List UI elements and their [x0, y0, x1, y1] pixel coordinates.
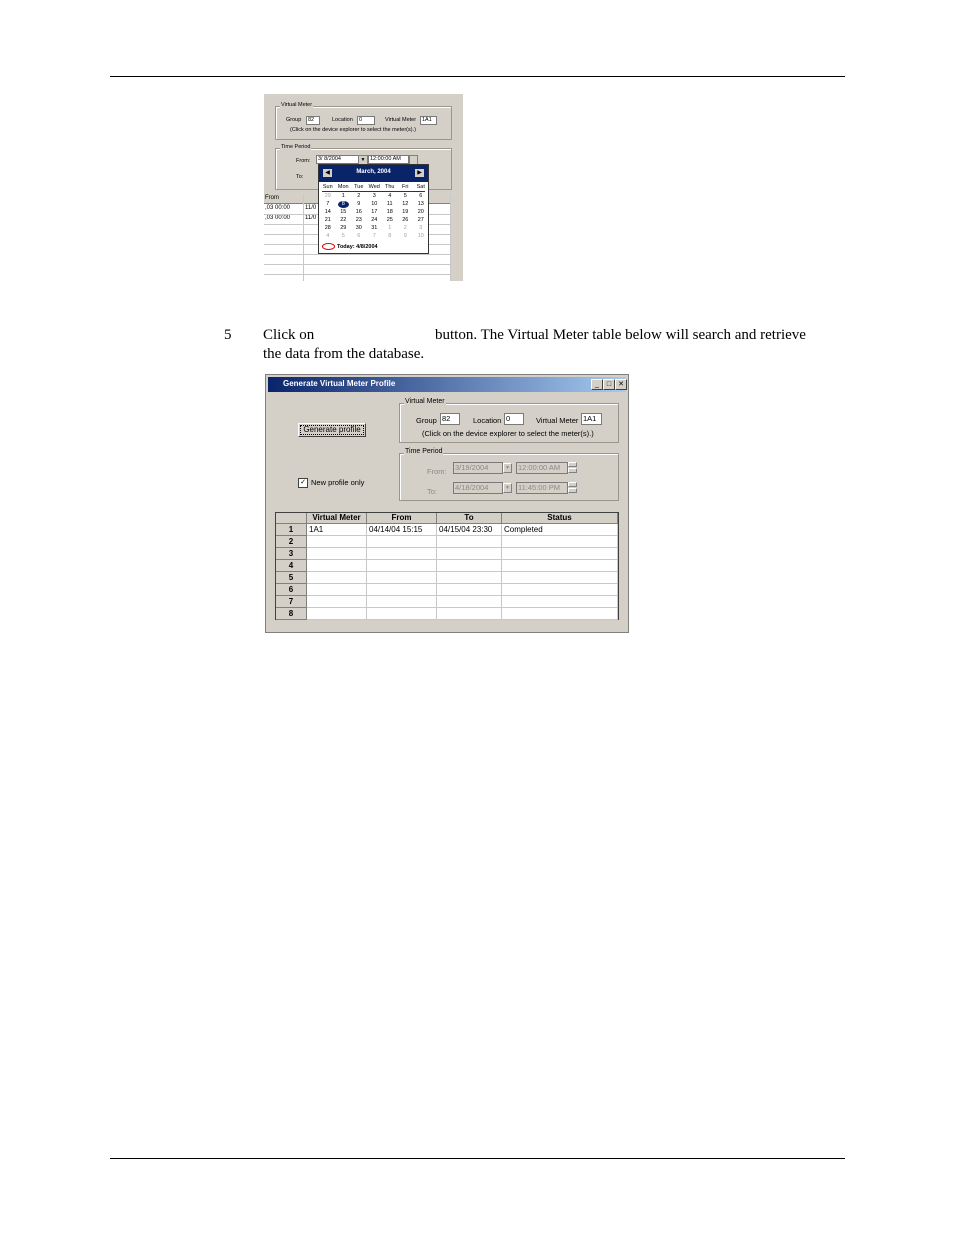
- table-row-header[interactable]: 7: [276, 596, 307, 608]
- table-cell[interactable]: [502, 572, 618, 584]
- calendar-day[interactable]: 1: [388, 225, 392, 231]
- calendar-day[interactable]: 25: [386, 217, 393, 223]
- table-cell[interactable]: [437, 548, 502, 560]
- calendar-day[interactable]: 10: [371, 201, 378, 207]
- from-date-field[interactable]: 3/ 8/2004: [316, 155, 359, 164]
- table-cell[interactable]: [307, 560, 367, 572]
- table-cell[interactable]: [367, 596, 437, 608]
- calendar-day[interactable]: 8: [388, 233, 392, 239]
- from-time-field[interactable]: 12:00:00 AM: [368, 155, 409, 164]
- grid-cell: 11/0: [305, 205, 317, 211]
- hint-text: (Click on the device explorer to select the meter(s).): [290, 127, 416, 133]
- table-row-header[interactable]: 8: [276, 608, 307, 620]
- calendar-day[interactable]: 4: [388, 193, 392, 199]
- calendar-day[interactable]: 22: [340, 217, 347, 223]
- from-label: From:: [427, 467, 447, 476]
- table-corner: [276, 513, 307, 524]
- calendar-today[interactable]: [322, 243, 378, 250]
- grid-divider: [303, 194, 304, 281]
- to-label: To:: [296, 174, 304, 180]
- table-cell[interactable]: [307, 608, 367, 620]
- location-label: Location: [473, 416, 502, 425]
- grid-divider: [450, 194, 451, 281]
- next-month-icon[interactable]: ▶: [415, 169, 424, 177]
- virtual-meter-legend: Virtual Meter: [405, 398, 445, 405]
- location-field[interactable]: 0: [504, 413, 524, 425]
- today-ring-icon: [322, 243, 335, 250]
- generate-profile-window: [265, 374, 629, 633]
- calendar-day-selected[interactable]: 8: [341, 201, 345, 207]
- calendar-day[interactable]: 13: [417, 201, 424, 207]
- step-text-line2: the data from the database.: [263, 346, 425, 362]
- calendar-day[interactable]: 14: [324, 209, 331, 215]
- calendar-day[interactable]: 2: [403, 225, 407, 231]
- close-icon[interactable]: ✕: [615, 379, 627, 390]
- new-profile-checkbox[interactable]: ✓: [298, 478, 308, 488]
- calendar-weekday-divider: [322, 191, 425, 192]
- table-cell[interactable]: [307, 572, 367, 584]
- virtual-meter-groupbox: [275, 102, 452, 140]
- calendar-header: [319, 165, 428, 182]
- grid-cell: ,03 00:00: [265, 205, 291, 211]
- table-cell[interactable]: 04/15/04 23:30: [437, 524, 502, 536]
- generate-profile-button[interactable]: Generate profile: [298, 423, 366, 437]
- calendar-day[interactable]: 7: [326, 201, 330, 207]
- from-date-field[interactable]: 3/19/2004: [453, 462, 503, 474]
- calendar-day[interactable]: 17: [371, 209, 378, 215]
- calendar-day[interactable]: 19: [402, 209, 409, 215]
- to-time-spin-down-icon[interactable]: [568, 488, 577, 493]
- time-period-groupbox: [399, 448, 619, 501]
- from-label: From:: [296, 158, 311, 164]
- group-label: Group: [286, 117, 302, 123]
- calendar-day[interactable]: 31: [371, 225, 378, 231]
- grid-cell: ,03 00:00: [265, 215, 291, 221]
- step-text-line1-start: Click on: [263, 327, 315, 343]
- virtual-meter-label: Virtual Meter: [385, 117, 417, 123]
- calendar-weekday: Fri: [402, 184, 409, 190]
- calendar-day[interactable]: 1: [341, 193, 345, 199]
- table-cell[interactable]: [307, 536, 367, 548]
- calendar-weekday: Sun: [322, 184, 333, 190]
- calendar-weekday: Wed: [368, 184, 380, 190]
- table-cell[interactable]: [367, 584, 437, 596]
- footer-rule: [110, 1158, 845, 1159]
- table-row-header[interactable]: 2: [276, 536, 307, 548]
- calendar-day[interactable]: 5: [403, 193, 407, 199]
- virtual-meter-groupbox: [399, 398, 619, 443]
- calendar-day[interactable]: 3: [419, 225, 423, 231]
- table-cell[interactable]: [437, 596, 502, 608]
- grid-header-from: From: [265, 195, 279, 201]
- to-date-field[interactable]: 4/18/2004: [453, 482, 503, 494]
- table-cell[interactable]: 1A1: [307, 524, 367, 536]
- grid-cell: 11/0: [305, 215, 317, 221]
- table-cell[interactable]: 04/14/04 15:15: [367, 524, 437, 536]
- location-label: Location: [332, 117, 353, 123]
- step-number: 5: [224, 327, 232, 343]
- calendar-day[interactable]: 9: [357, 201, 361, 207]
- group-field[interactable]: 82: [306, 116, 320, 125]
- table-row-header[interactable]: 4: [276, 560, 307, 572]
- to-label: To:: [427, 487, 438, 496]
- calendar-weekday: Sat: [416, 184, 425, 190]
- calendar-day[interactable]: 2: [357, 193, 361, 199]
- calendar-day[interactable]: 29: [324, 193, 331, 199]
- to-date-dropdown-icon[interactable]: ▼: [503, 483, 512, 493]
- table-cell[interactable]: [367, 536, 437, 548]
- table-cell[interactable]: [367, 608, 437, 620]
- table-cell[interactable]: [502, 548, 618, 560]
- calendar-day[interactable]: 24: [371, 217, 378, 223]
- table-row-header[interactable]: 6: [276, 584, 307, 596]
- prev-month-icon[interactable]: ◀: [323, 169, 332, 177]
- table-cell[interactable]: [367, 548, 437, 560]
- calendar-day[interactable]: 10: [417, 233, 424, 239]
- from-time-spin-up-icon[interactable]: [568, 462, 577, 467]
- date-picker-screenshot: [264, 94, 463, 281]
- calendar-day[interactable]: 30: [355, 225, 362, 231]
- from-time-spin-down-icon[interactable]: [568, 468, 577, 473]
- table-row-header[interactable]: 5: [276, 572, 307, 584]
- calendar-day[interactable]: 21: [324, 217, 331, 223]
- table-cell[interactable]: [367, 572, 437, 584]
- calendar-day[interactable]: 11: [386, 201, 393, 207]
- header-rule: [110, 76, 845, 77]
- calendar-day[interactable]: 26: [402, 217, 409, 223]
- table-cell[interactable]: [307, 584, 367, 596]
- calendar-today-label: Today: 4/8/2004: [337, 243, 378, 250]
- table-column-header[interactable]: From: [367, 513, 437, 524]
- table-cell[interactable]: [367, 560, 437, 572]
- table-cell[interactable]: [437, 560, 502, 572]
- table-cell[interactable]: [437, 584, 502, 596]
- calendar-day[interactable]: 3: [372, 193, 376, 199]
- table-cell[interactable]: [437, 608, 502, 620]
- calendar-month-title: March, 2004: [356, 169, 391, 175]
- calendar-day[interactable]: 18: [386, 209, 393, 215]
- to-time-field[interactable]: 11:45:00 PM: [516, 482, 568, 494]
- table-cell[interactable]: [502, 608, 618, 620]
- calendar-popup: [318, 164, 429, 254]
- virtual-meter-field[interactable]: 1A1: [420, 116, 437, 125]
- calendar-day[interactable]: 20: [417, 209, 424, 215]
- time-period-legend: Time Period: [281, 144, 311, 150]
- table-column-header[interactable]: Virtual Meter: [307, 513, 367, 524]
- table-cell[interactable]: [502, 536, 618, 548]
- virtual-meter-legend: Virtual Meter: [281, 102, 313, 108]
- maximize-icon[interactable]: □: [603, 379, 615, 390]
- calendar-day[interactable]: 4: [326, 233, 330, 239]
- grid-divider: [264, 254, 451, 255]
- calendar-day[interactable]: 5: [341, 233, 345, 239]
- new-profile-label: New profile only: [311, 478, 365, 487]
- table-cell[interactable]: [307, 548, 367, 560]
- table-column-header[interactable]: Status: [502, 513, 618, 524]
- table-cell[interactable]: [502, 584, 618, 596]
- to-time-spin-up-icon[interactable]: [568, 482, 577, 487]
- virtual-meter-label: Virtual Meter: [536, 416, 579, 425]
- location-field[interactable]: 0: [357, 116, 375, 125]
- calendar-day[interactable]: 15: [340, 209, 347, 215]
- calendar-weekday: Tue: [354, 184, 364, 190]
- calendar-day[interactable]: 7: [372, 233, 376, 239]
- table-row-header[interactable]: 3: [276, 548, 307, 560]
- calendar-weekday: Thu: [385, 184, 395, 190]
- group-label: Group: [416, 416, 437, 425]
- table-cell[interactable]: Completed: [502, 524, 618, 536]
- virtual-meter-table: [275, 512, 619, 620]
- calendar-day[interactable]: 23: [355, 217, 362, 223]
- from-date-dropdown-icon[interactable]: ▼: [503, 463, 512, 473]
- grid-divider: [264, 264, 451, 265]
- table-column-header[interactable]: To: [437, 513, 502, 524]
- from-time-field[interactable]: 12:00:00 AM: [516, 462, 568, 474]
- table-cell[interactable]: [502, 596, 618, 608]
- calendar-day[interactable]: 28: [324, 225, 331, 231]
- calendar-day[interactable]: 29: [340, 225, 347, 231]
- time-period-legend: Time Period: [405, 448, 443, 455]
- table-cell[interactable]: [502, 560, 618, 572]
- table-cell[interactable]: [437, 572, 502, 584]
- group-field[interactable]: 82: [440, 413, 460, 425]
- virtual-meter-field[interactable]: 1A1: [581, 413, 602, 425]
- step-text-line1-end: button. The Virtual Meter table below will search and retrieve: [435, 327, 806, 343]
- window-titlebar[interactable]: [268, 377, 626, 392]
- calendar-day[interactable]: 6: [357, 233, 361, 239]
- table-row-header[interactable]: 1: [276, 524, 307, 536]
- calendar-day[interactable]: 27: [417, 217, 424, 223]
- grid-divider: [264, 274, 451, 275]
- table-cell[interactable]: [437, 536, 502, 548]
- table-cell[interactable]: [307, 596, 367, 608]
- minimize-icon[interactable]: _: [591, 379, 603, 390]
- calendar-day[interactable]: 6: [419, 193, 423, 199]
- calendar-day[interactable]: 9: [403, 233, 407, 239]
- calendar-day[interactable]: 16: [355, 209, 362, 215]
- calendar-weekday: Mon: [337, 184, 349, 190]
- window-title: Generate Virtual Meter Profile: [283, 379, 396, 388]
- calendar-day[interactable]: 12: [402, 201, 409, 207]
- hint-text: (Click on the device explorer to select the meter(s).): [422, 429, 594, 438]
- from-date-dropdown-icon[interactable]: ▼: [358, 155, 368, 165]
